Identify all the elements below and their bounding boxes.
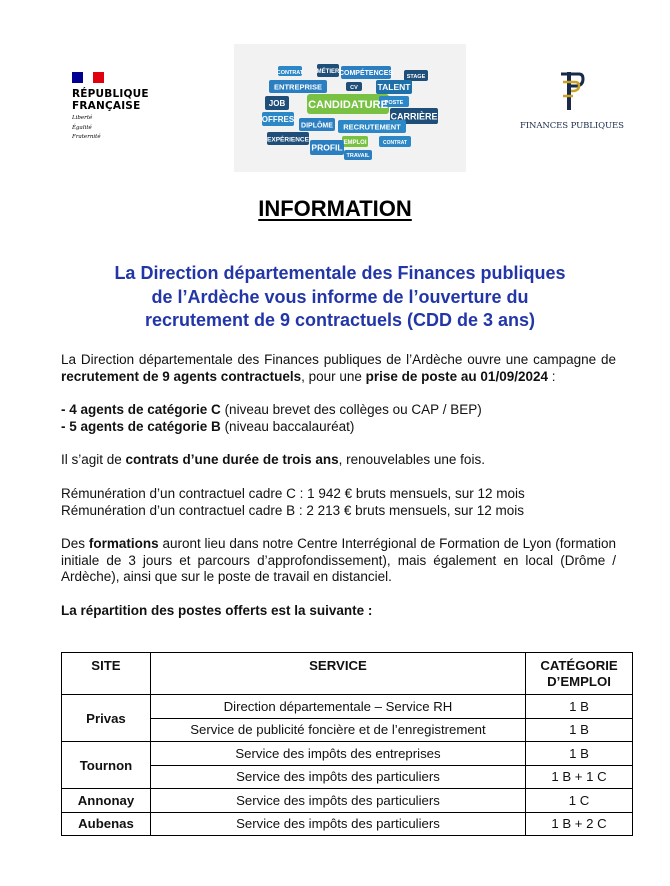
finances-publiques-label: FINANCES PUBLIQUES bbox=[520, 121, 624, 131]
intro-paragraph: La Direction départementale des Finances publiques de l’Ardèche ouvre une campagne de recrutement de 9 agents contractuels, pour une prise de poste au 01/09/2024 : bbox=[61, 352, 616, 384]
service-cell: Direction départementale – Service RH bbox=[150, 695, 525, 719]
svg-text:CV: CV bbox=[350, 85, 358, 91]
category-cell: 1 B bbox=[526, 718, 633, 742]
posts-table bbox=[61, 652, 633, 836]
category-cell: 1 B + 1 C bbox=[526, 765, 633, 789]
svg-text:CARRIÈRE: CARRIÈRE bbox=[390, 111, 438, 122]
site-cell-privas: Privas bbox=[62, 695, 151, 742]
service-cell: Service des impôts des particuliers bbox=[150, 789, 525, 813]
svg-text:EXPÉRIENCE: EXPÉRIENCE bbox=[267, 136, 309, 144]
header-category: CATÉGORIE D’EMPLOI bbox=[526, 653, 633, 695]
salary-line-b: Rémunération d’un contractuel cadre B : 2 213 € bruts mensuels, sur 12 mois bbox=[61, 502, 524, 518]
svg-text:TALENT: TALENT bbox=[377, 82, 411, 92]
svg-text:CANDIDATURE: CANDIDATURE bbox=[308, 99, 388, 111]
page-header bbox=[0, 40, 670, 180]
header-site: SITE bbox=[62, 653, 151, 695]
category-cell: 1 B bbox=[526, 695, 633, 719]
svg-text:COMPÉTENCES: COMPÉTENCES bbox=[338, 70, 394, 77]
table-row bbox=[62, 812, 633, 836]
service-cell: Service des impôts des entreprises bbox=[150, 742, 525, 766]
republique-line1: RÉPUBLIQUE bbox=[72, 88, 149, 100]
service-cell: Service de publicité foncière et de l’enregistrement bbox=[150, 718, 525, 742]
svg-text:RECRUTEMENT: RECRUTEMENT bbox=[343, 122, 401, 132]
table-row bbox=[62, 789, 633, 813]
category-b-item: - 5 agents de catégorie B (niveau baccalauréat) bbox=[61, 418, 355, 434]
svg-text:STAGE: STAGE bbox=[406, 74, 426, 80]
announcement-subtitle bbox=[40, 262, 640, 333]
subtitle-line2: de l’Ardèche vous informe de l’ouverture du bbox=[151, 286, 529, 307]
duration-paragraph: Il s’agit de contrats d’une durée de trois ans, renouvelables une fois. bbox=[61, 452, 485, 468]
training-paragraph: Des formations auront lieu dans notre Centre Interrégional de Formation de Lyon (formation initiale de 3 jours et parcours d’approfondissement), mais également en local (Drôme / Ardèche), ainsi que sur le poste de travail en distanciel. bbox=[61, 536, 616, 585]
table-header-row bbox=[62, 653, 633, 695]
republique-line2: FRANÇAISE bbox=[72, 100, 141, 112]
svg-text:CONTRAT: CONTRAT bbox=[276, 70, 304, 76]
republique-francaise-logo bbox=[72, 72, 162, 141]
service-cell: Service des impôts des particuliers bbox=[150, 765, 525, 789]
announcement-body bbox=[61, 352, 616, 620]
page-title: INFORMATION bbox=[258, 196, 412, 221]
motto-egalite: Égalité bbox=[72, 124, 92, 131]
svg-text:EMPLOI: EMPLOI bbox=[343, 140, 367, 146]
marianne-flag-icon bbox=[72, 72, 104, 83]
svg-text:ENTREPRISE: ENTREPRISE bbox=[274, 82, 322, 92]
service-cell: Service des impôts des particuliers bbox=[150, 812, 525, 836]
site-cell-tournon: Tournon bbox=[62, 742, 151, 789]
motto-liberte: Liberté bbox=[72, 115, 93, 121]
svg-text:DIPLÔME: DIPLÔME bbox=[301, 122, 333, 130]
category-cell: 1 B + 2 C bbox=[526, 812, 633, 836]
svg-text:JOB: JOB bbox=[268, 99, 286, 108]
table-row bbox=[62, 742, 633, 766]
site-cell-aubenas: Aubenas bbox=[62, 812, 151, 836]
svg-text:POSTE: POSTE bbox=[384, 100, 404, 106]
svg-text:CONTRAT: CONTRAT bbox=[382, 140, 408, 146]
repartition-label: La répartition des postes offerts est la suivante : bbox=[61, 602, 373, 618]
candidature-word-cloud-image bbox=[234, 44, 466, 172]
subtitle-line3: recrutement de 9 contractuels (CDD de 3 ans) bbox=[144, 310, 536, 330]
subtitle-line1: La Direction départementale des Finances publiques bbox=[114, 263, 566, 283]
finances-publiques-emblem-icon bbox=[555, 70, 585, 112]
header-service: SERVICE bbox=[150, 653, 525, 695]
site-cell-annonay: Annonay bbox=[62, 789, 151, 813]
salary-line-c: Rémunération d’un contractuel cadre C : 1 942 € bruts mensuels, sur 12 mois bbox=[61, 485, 525, 501]
category-cell: 1 C bbox=[526, 789, 633, 813]
category-c-item: - 4 agents de catégorie C (niveau brevet des collèges ou CAP / BEP) bbox=[61, 402, 482, 418]
motto-fraternite: Fraternité bbox=[72, 134, 101, 140]
svg-text:MÉTIER: MÉTIER bbox=[316, 69, 340, 75]
svg-text:PROFIL: PROFIL bbox=[311, 142, 343, 153]
category-cell: 1 B bbox=[526, 742, 633, 766]
finances-publiques-logo bbox=[520, 70, 624, 131]
svg-text:OFFRES: OFFRES bbox=[261, 115, 295, 124]
svg-text:TRAVAIL: TRAVAIL bbox=[346, 153, 370, 159]
table-row bbox=[62, 695, 633, 719]
